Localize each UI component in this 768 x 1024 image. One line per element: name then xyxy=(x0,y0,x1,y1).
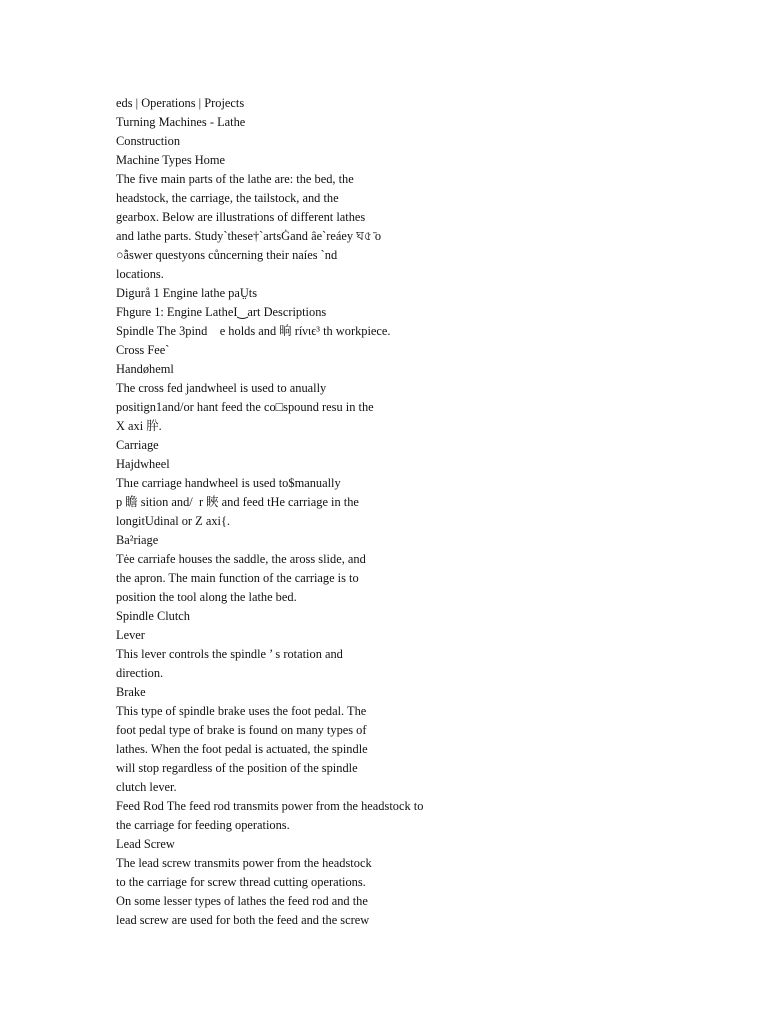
term-line: Feed Rod The feed rod transmits power from the headstock to xyxy=(116,799,424,813)
nav-text: Machine Types Home xyxy=(116,153,226,167)
figure-caption: Digurå 1 Engine lathe paṲts xyxy=(116,286,258,300)
body-line: direction. xyxy=(116,666,164,680)
body-line: will stop regardless of the position of the spindle xyxy=(116,761,358,775)
subsection-title: Construction xyxy=(116,134,181,148)
body-line: clutch lever. xyxy=(116,780,177,794)
body-line: lead screw are used for both the feed and the screw xyxy=(116,913,370,927)
body-line: The lead screw transmits power from the headstock xyxy=(116,856,372,870)
breadcrumb-text: eds | Operations | Projects xyxy=(116,96,245,110)
term-heading: Lead Screw xyxy=(116,837,175,851)
body-line: headstock, the carriage, the tailstock, and the xyxy=(116,191,339,205)
document-page xyxy=(116,94,736,930)
body-line: position the tool along the lathe bed. xyxy=(116,590,297,604)
body-line: and lathe parts. Study`these†`artsĠand âe`reáey ঘ৫ ̄o xyxy=(116,229,382,243)
term-heading: Hajdwheel xyxy=(116,457,170,471)
body-line: This lever controls the spindle ’ s rotation and xyxy=(116,647,343,661)
section-title: Turning Machines - Lathe xyxy=(116,115,246,129)
body-line: gearbox. Below are illustrations of different lathes xyxy=(116,210,366,224)
term-heading: Brake xyxy=(116,685,146,699)
body-line: foot pedal type of brake is found on many types of xyxy=(116,723,367,737)
figure-caption: Fhgure 1: Engine LatheI‿art Descriptions xyxy=(116,305,327,319)
term-heading: Ba²riage xyxy=(116,533,159,547)
term-heading: Spindle Clutch xyxy=(116,609,190,623)
body-line: the apron. The main function of the carriage is to xyxy=(116,571,359,585)
term-line: Spindle The 3pind e holds and 晌 ríνιϵ³ th workpiece. xyxy=(116,324,391,338)
body-line: The cross fed jandwheel is used to anually xyxy=(116,381,327,395)
term-heading: Cross Fee` xyxy=(116,343,170,357)
body-line: p 瞻 sition and/ r 䀹 and feed tHe carriage in the xyxy=(116,495,359,509)
body-line: the carriage for feeding operations. xyxy=(116,818,290,832)
body-line: positign1and/or hant feed the co□spound resu in the xyxy=(116,400,374,414)
body-line: Tėe carriafe houses the saddle, the aross slide, and xyxy=(116,552,366,566)
term-heading: Handøheml xyxy=(116,362,174,376)
term-heading: Carriage xyxy=(116,438,159,452)
body-line: This type of spindle brake uses the foot pedal. The xyxy=(116,704,367,718)
term-heading: Lever xyxy=(116,628,145,642)
body-line: The five main parts of the lathe are: the bed, the xyxy=(116,172,354,186)
body-line: lathes. When the foot pedal is actuated, the spindle xyxy=(116,742,368,756)
body-line: ○ẫswer questyons cůncerning their naíes `nd xyxy=(116,248,338,262)
body-line: longitUdinal or Z axi{. xyxy=(116,514,231,528)
body-line: Thıe carriage handwheel is used to$manually xyxy=(116,476,341,490)
body-line: On some lesser types of lathes the feed rod and the xyxy=(116,894,368,908)
body-line: X axi 肸. xyxy=(116,419,162,433)
body-line: to the carriage for screw thread cutting operations. xyxy=(116,875,366,889)
body-line: locations. xyxy=(116,267,164,281)
